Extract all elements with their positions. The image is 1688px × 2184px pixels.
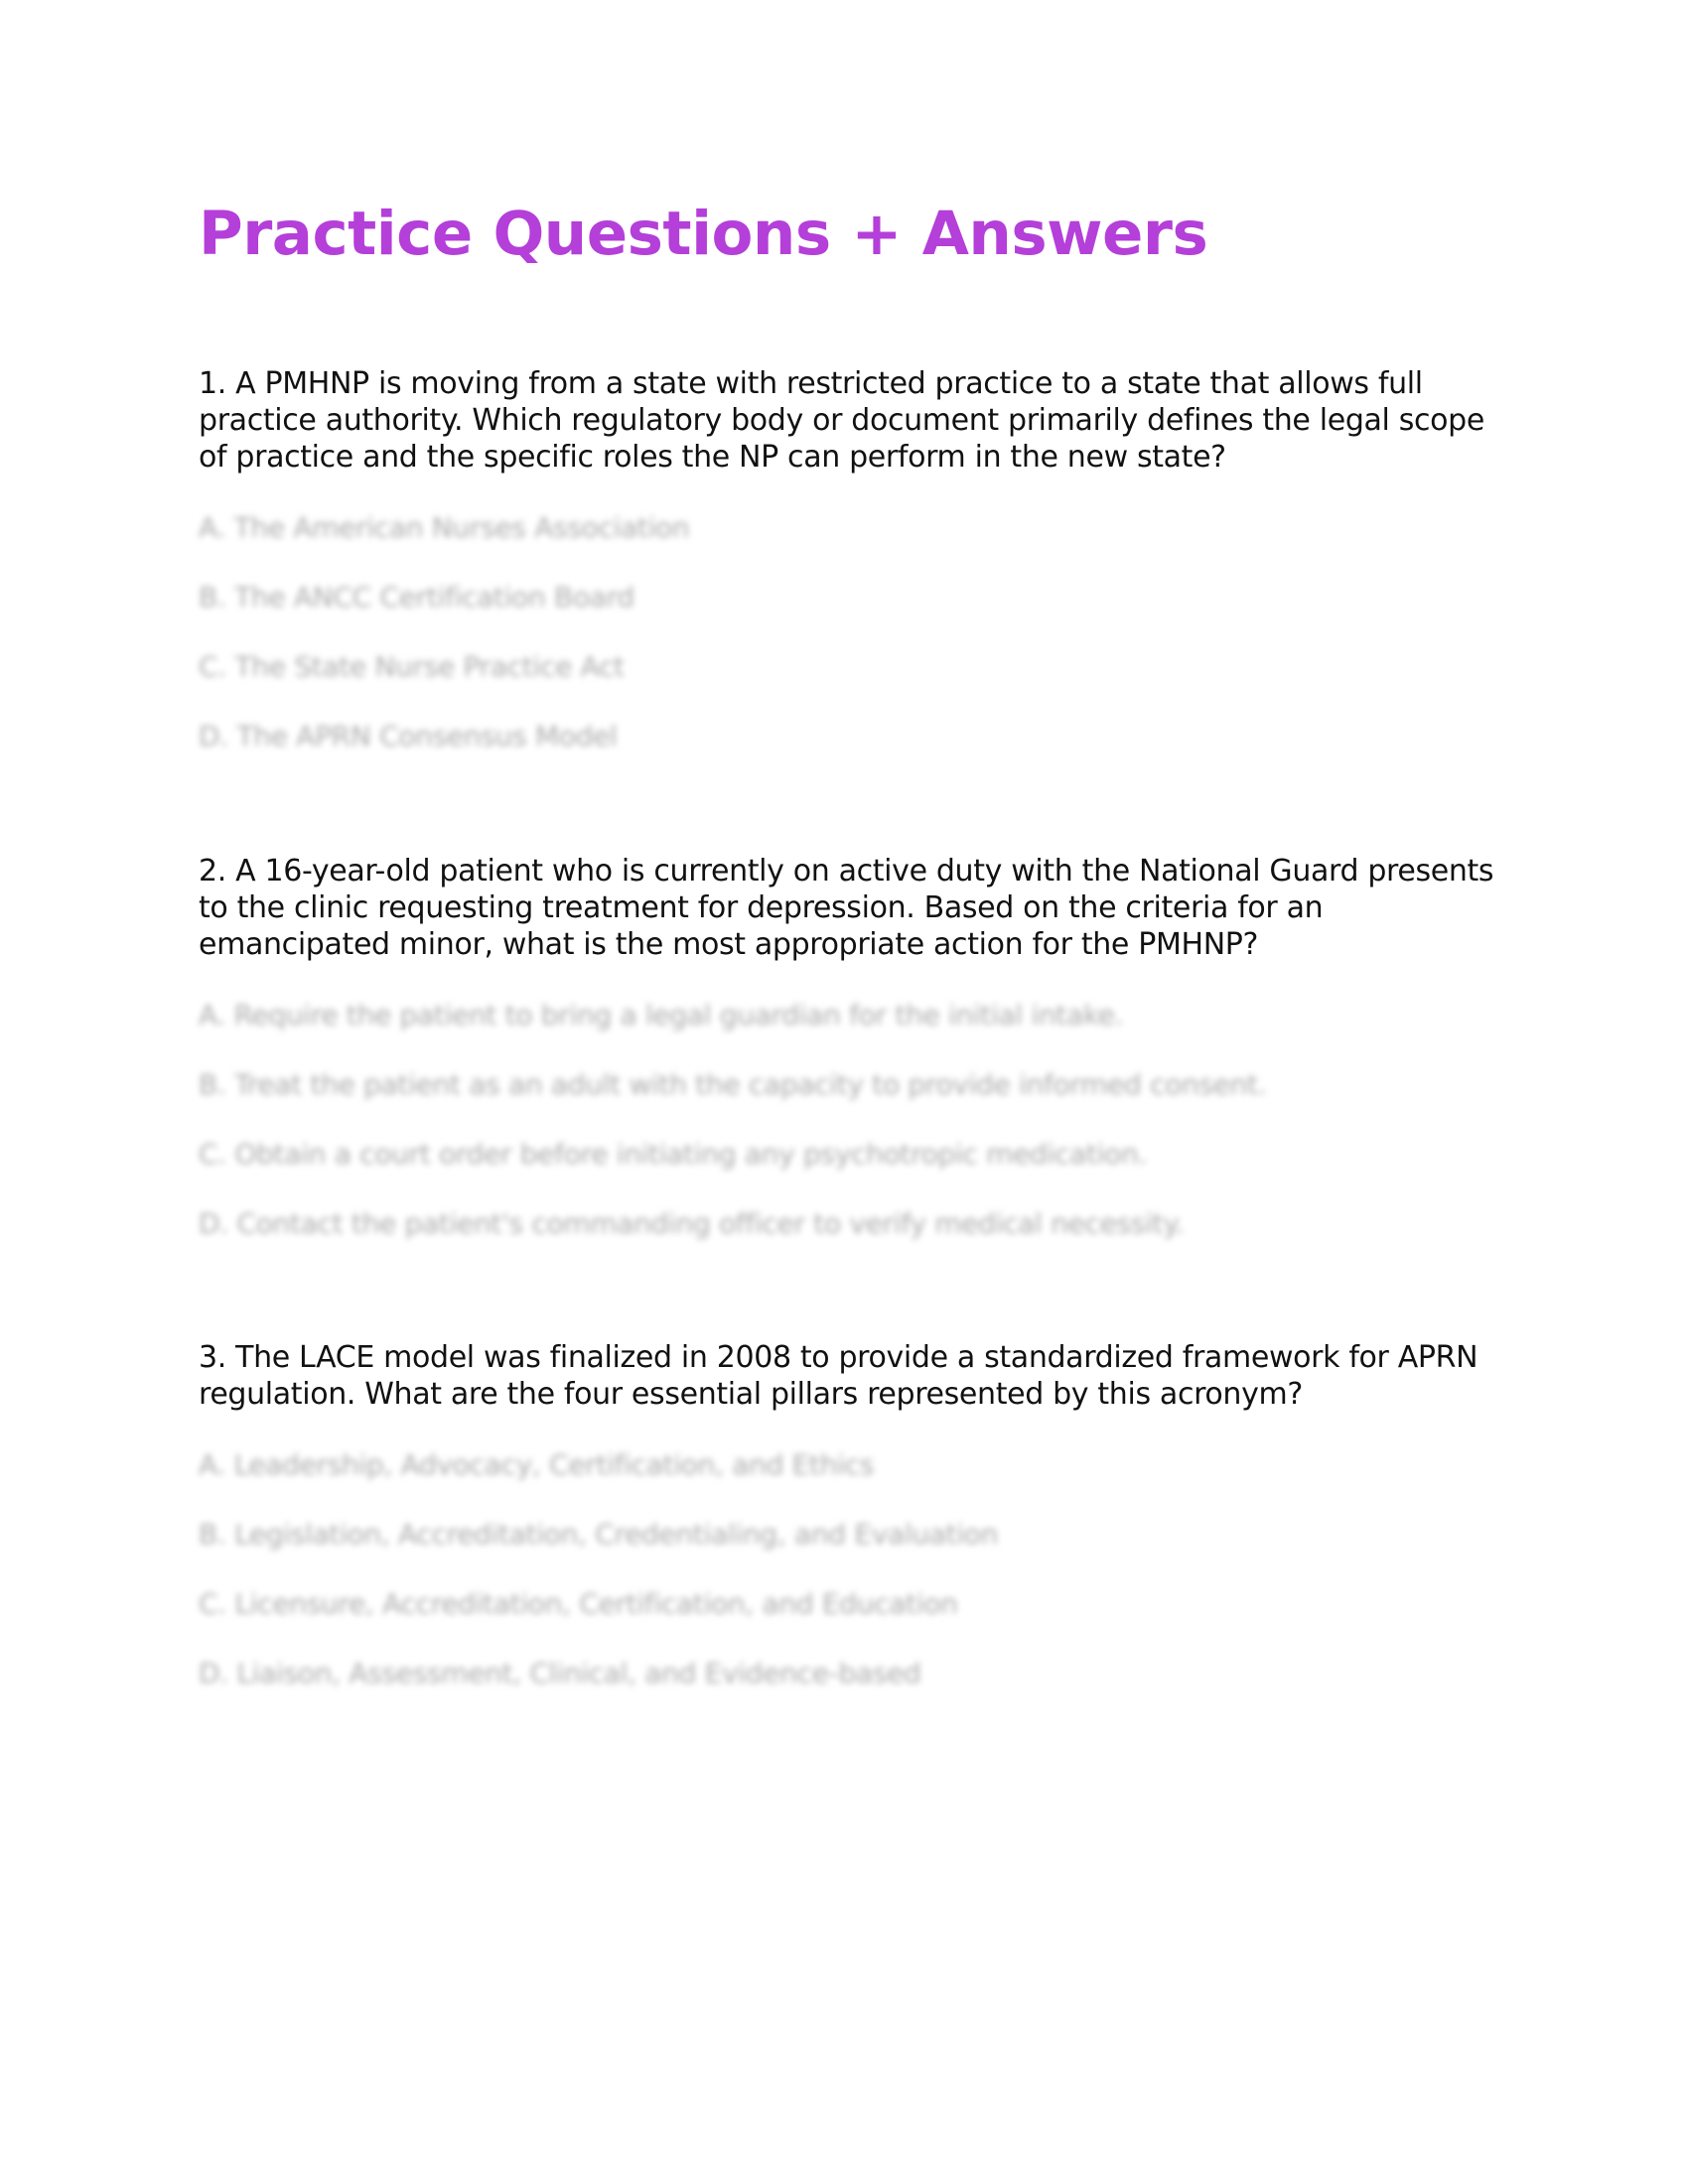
answer-option-a[interactable]: A. Require the patient to bring a legal guardian for the initial intake. bbox=[199, 999, 1124, 1031]
question-stem: 1. A PMHNP is moving from a state with restricted practice to a state that allows full practice authority. Which regulatory body or document primarily defines the legal scope of practice and the specific roles the NP can perform in the new state? bbox=[199, 366, 1484, 475]
question-stem: 3. The LACE model was finalized in 2008 to provide a standardized framework for APRN regulation. What are the four essential pillars represented by this acronym? bbox=[199, 1340, 1478, 1412]
answer-option-d[interactable]: D. The APRN Consensus Model bbox=[199, 720, 618, 752]
question-stem: 2. A 16-year-old patient who is currently on active duty with the National Guard presents to the clinic requesting treatment for depression. Based on the criteria for an emancipated minor, what is the most appropriate action for the PMHNP? bbox=[199, 854, 1494, 962]
answer-option-b[interactable]: B. The ANCC Certification Board bbox=[199, 581, 634, 614]
answer-option-d[interactable]: D. Liaison, Assessment, Clinical, and Evidence-based bbox=[199, 1657, 921, 1690]
answer-option-c[interactable]: C. Obtain a court order before initiating any psychotropic medication. bbox=[199, 1138, 1147, 1170]
answer-option-b[interactable]: B. Legislation, Accreditation, Credentialing, and Evaluation bbox=[199, 1518, 999, 1551]
answer-options bbox=[199, 507, 1499, 757]
answer-option-c[interactable]: C. The State Nurse Practice Act bbox=[199, 650, 625, 683]
answer-option-c[interactable]: C. Licensure, Accreditation, Certification, and Education bbox=[199, 1587, 958, 1620]
answer-option-d[interactable]: D. Contact the patient's commanding officer to verify medical necessity. bbox=[199, 1207, 1185, 1240]
answer-options bbox=[199, 1444, 1499, 1695]
question-3 bbox=[199, 1339, 1499, 1722]
answer-option-a[interactable]: A. The American Nurses Association bbox=[199, 511, 690, 544]
answer-options bbox=[199, 995, 1499, 1245]
page-title: Practice Questions + Answers bbox=[199, 199, 1208, 269]
answer-option-a[interactable]: A. Leadership, Advocacy, Certification, and Ethics bbox=[199, 1448, 875, 1481]
answer-option-b[interactable]: B. Treat the patient as an adult with the capacity to provide informed consent. bbox=[199, 1068, 1267, 1101]
question-1 bbox=[199, 365, 1499, 785]
question-2 bbox=[199, 853, 1499, 1273]
